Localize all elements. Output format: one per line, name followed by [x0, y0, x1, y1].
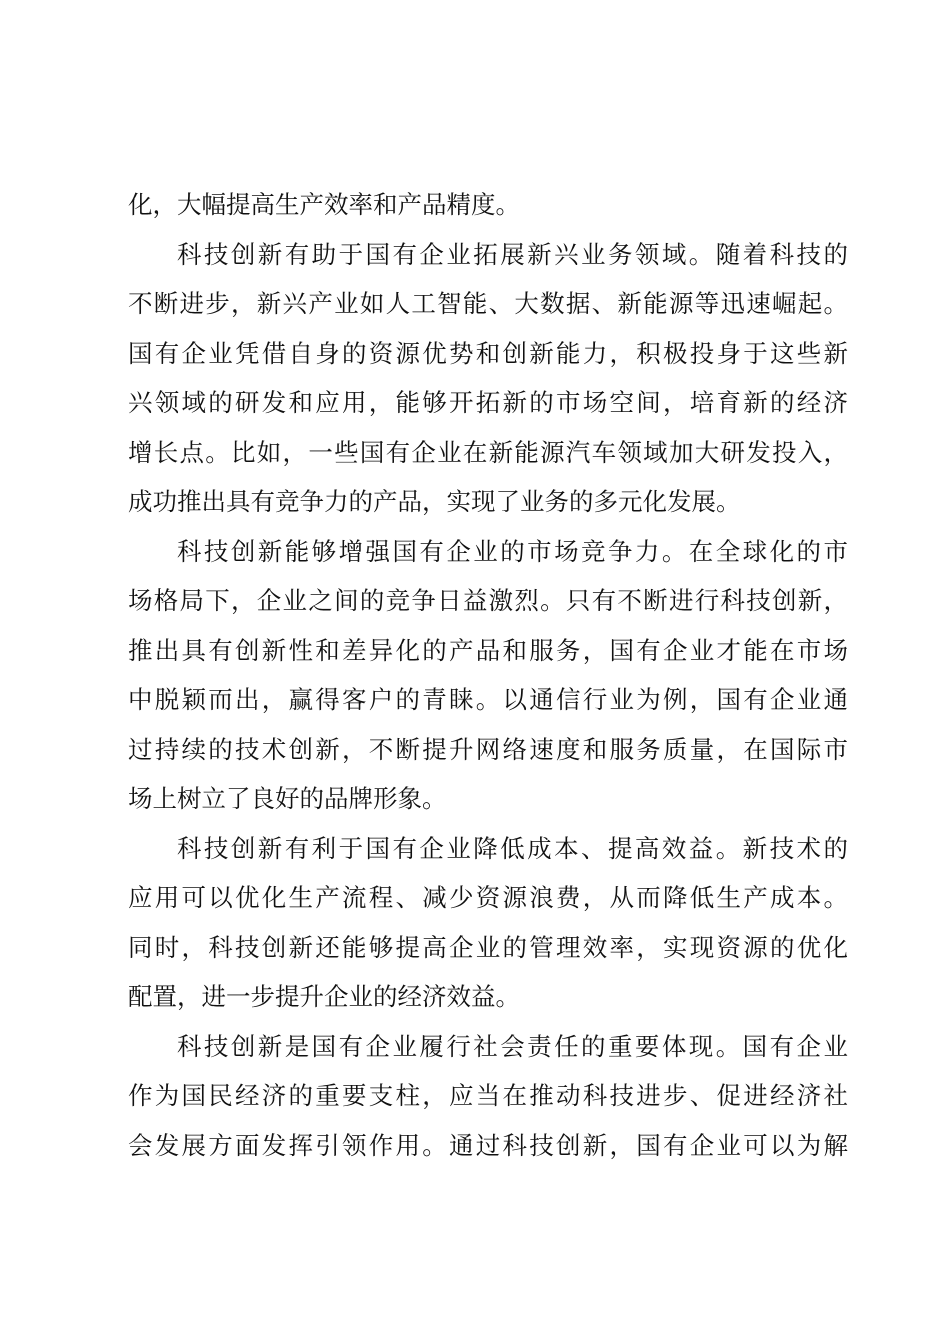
- text-line: 配置，进一步提升企业的经济效益。: [128, 982, 520, 1011]
- text-line: 不断进步，新兴产业如人工智能、大数据、新能源等迅速崛起。: [128, 289, 848, 318]
- text-line: 场上树立了良好的品牌形象。: [128, 784, 447, 813]
- text-line: 同时，科技创新还能够提高企业的管理效率，实现资源的优化: [128, 932, 848, 962]
- text-line: 化，大幅提高生产效率和产品精度。: [128, 190, 520, 219]
- text-line: 会发展方面发挥引领作用。通过科技创新，国有企业可以为解: [128, 1130, 848, 1160]
- text-line: 科技创新有利于国有企业降低成本、提高效益。新技术的: [177, 833, 848, 863]
- text-line: 科技创新能够增强国有企业的市场竞争力。在全球化的市: [177, 536, 848, 566]
- text-line: 增长点。比如，一些国有企业在新能源汽车领域加大研发投入，: [128, 437, 848, 467]
- text-line: 兴领域的研发和应用，能够开拓新的市场空间，培育新的经济: [128, 388, 848, 417]
- text-line: 科技创新有助于国有企业拓展新兴业务领域。随着科技的: [177, 239, 848, 269]
- text-line: 场格局下，企业之间的竞争日益激烈。只有不断进行科技创新，: [128, 586, 848, 615]
- document-body: [128, 180, 848, 1170]
- text-line: 作为国民经济的重要支柱，应当在推动科技进步、促进经济社: [128, 1081, 848, 1110]
- text-line: 国有企业凭借自身的资源优势和创新能力，积极投身于这些新: [128, 338, 848, 368]
- text-line: 成功推出具有竞争力的产品，实现了业务的多元化发展。: [128, 487, 741, 516]
- text-line: 科技创新是国有企业履行社会责任的重要体现。国有企业: [177, 1031, 848, 1061]
- text-line: 中脱颖而出，赢得客户的青睐。以通信行业为例，国有企业通: [128, 685, 848, 714]
- text-line: 应用可以优化生产流程、减少资源浪费，从而降低生产成本。: [128, 883, 848, 912]
- text-line: 推出具有创新性和差异化的产品和服务，国有企业才能在市场: [128, 635, 848, 665]
- text-line: 过持续的技术创新，不断提升网络速度和服务质量，在国际市: [128, 734, 848, 764]
